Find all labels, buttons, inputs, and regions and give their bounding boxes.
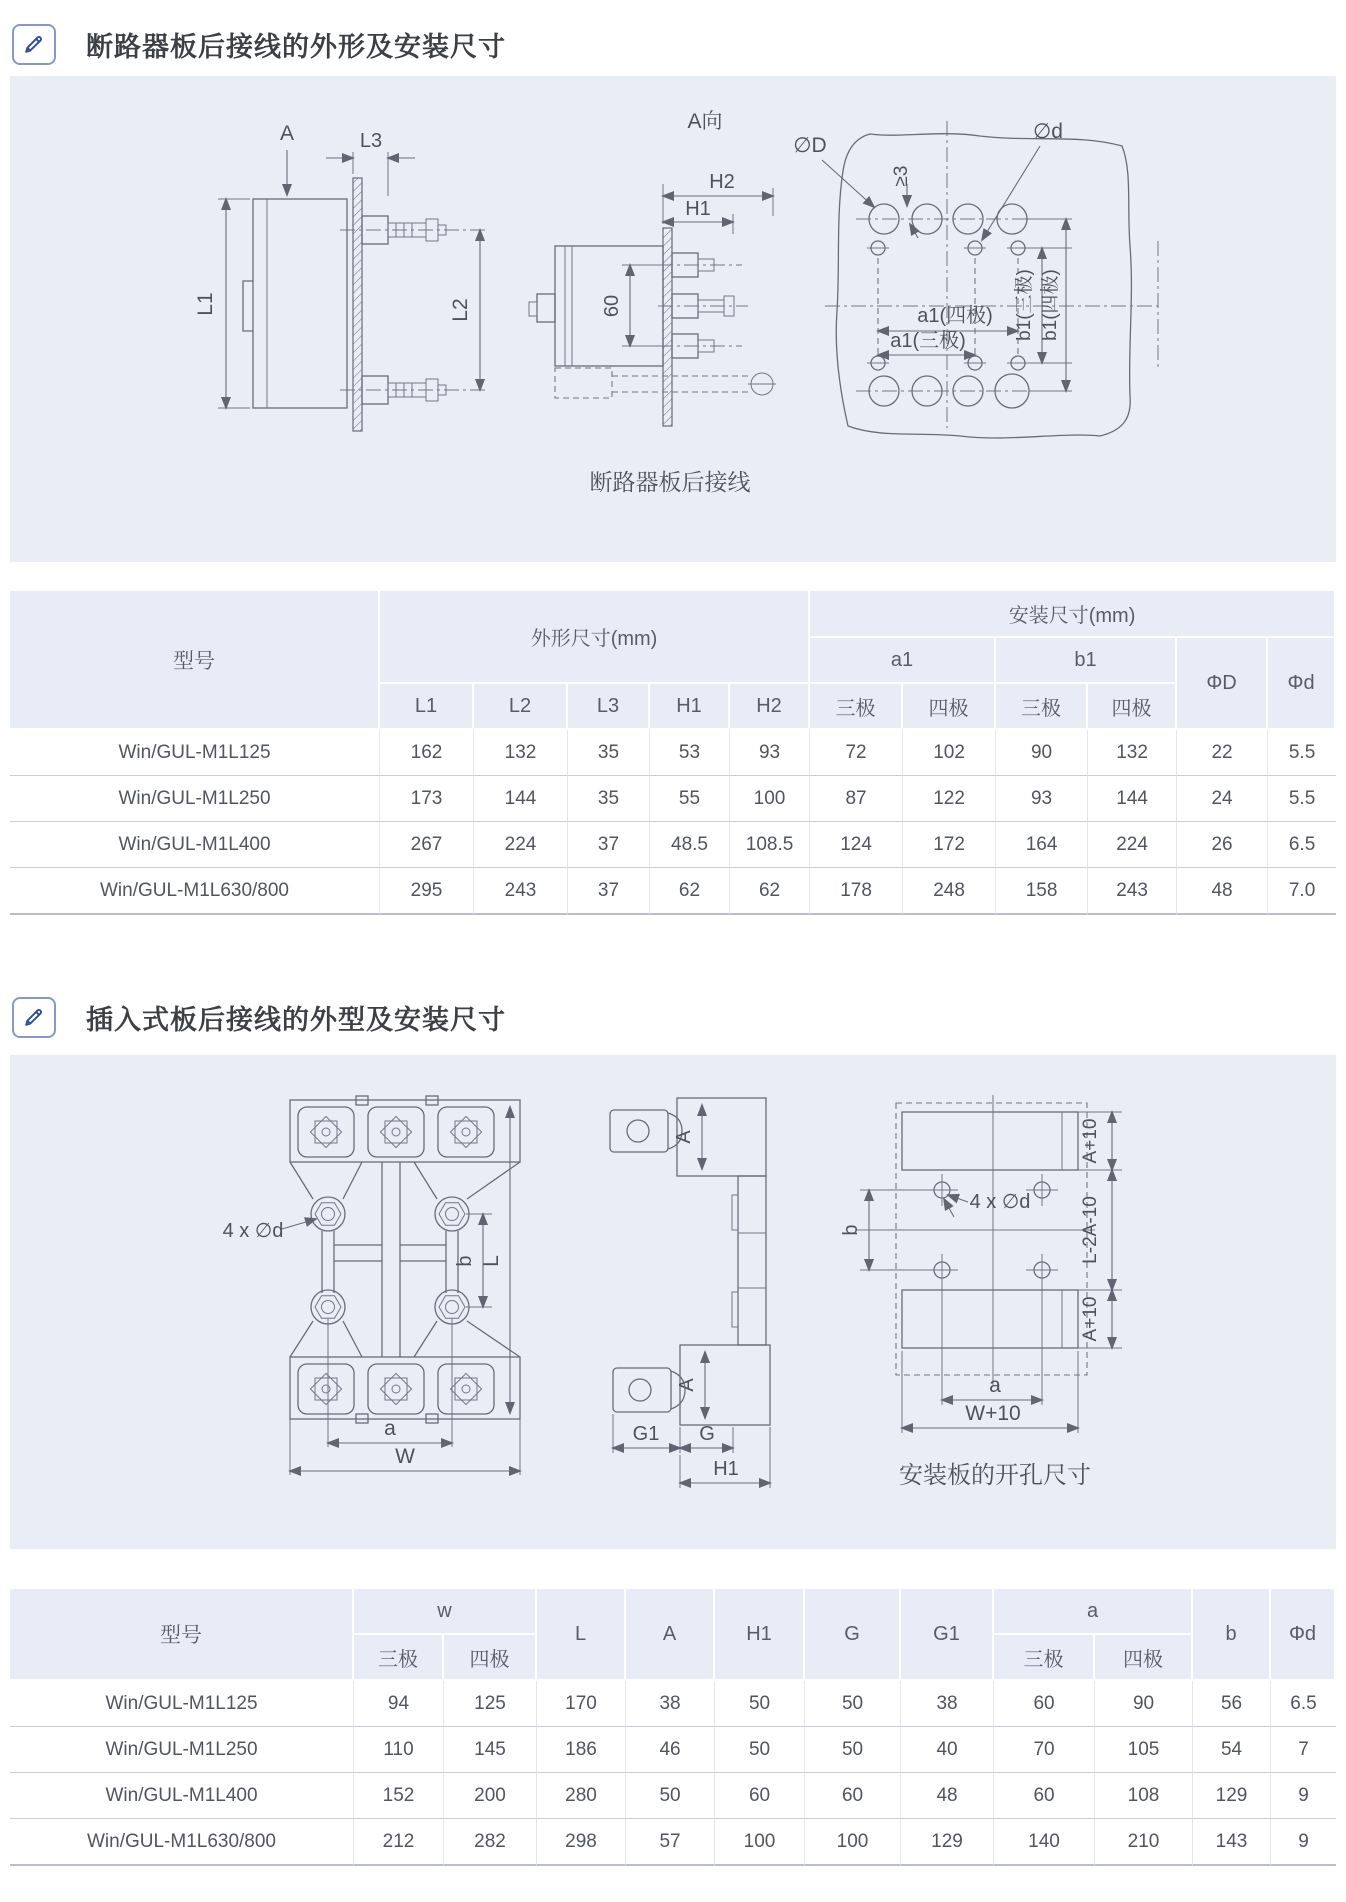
- dim-label-l3: L3: [359, 130, 383, 152]
- dim-label-phid: ∅d: [1033, 120, 1063, 143]
- dim-label-G1: G1: [632, 1423, 660, 1445]
- t1-cell: 37: [568, 868, 650, 915]
- table-row: [10, 1819, 1336, 1866]
- t1-cell: 173: [380, 776, 474, 822]
- t2-cell: 38: [626, 1681, 715, 1727]
- t2-cell: 50: [626, 1773, 715, 1819]
- t1-header-b1-pole3: 三极: [996, 684, 1088, 730]
- t1-header-phid: Φd: [1268, 638, 1336, 730]
- t2-cell: 145: [444, 1727, 537, 1773]
- t1-cell: 224: [474, 822, 568, 868]
- t1-header-b1: b1: [996, 638, 1177, 684]
- t2-cell: 38: [901, 1681, 994, 1727]
- t2-cell: 105: [1095, 1727, 1193, 1773]
- t2-cell: 152: [354, 1773, 444, 1819]
- t1-cell: 100: [730, 776, 810, 822]
- section2-title: 插入式板后接线的外型及安装尺寸: [86, 1004, 506, 1035]
- dim-label-b-2: b: [840, 1224, 862, 1236]
- t1-cell: 144: [1088, 776, 1177, 822]
- t2-cell: 46: [626, 1727, 715, 1773]
- t1-cell: 132: [1088, 730, 1177, 776]
- t2-header-a-group: a: [994, 1589, 1193, 1635]
- dim-label-holes: 4 x ∅d: [222, 1220, 284, 1242]
- t1-cell: 162: [380, 730, 474, 776]
- dim-label-w10: W+10: [965, 1402, 1021, 1425]
- mounting-hole-layout-drawing: [793, 120, 1158, 438]
- dim-label-A-top: A: [673, 1130, 695, 1144]
- dim-label-holes-2: 4 x ∅d: [969, 1191, 1031, 1213]
- t2-cell: 170: [537, 1681, 626, 1727]
- t2-cell: 60: [994, 1681, 1095, 1727]
- t1-cell: 87: [810, 776, 903, 822]
- dim-label-b1-three: b1(三极): [1014, 269, 1035, 341]
- t1-cell: 172: [903, 822, 996, 868]
- dim-label-b1-four: b1(四极): [1040, 269, 1061, 341]
- dim-label-a10-bottom: A+10: [1080, 1296, 1101, 1342]
- dim-label-a: a: [384, 1417, 396, 1440]
- section1-drawings: [10, 76, 1336, 562]
- t2-header-w-group: w: [354, 1589, 537, 1635]
- panel-cutout-drawing: [840, 1095, 1122, 1489]
- dim-label-L: L: [480, 1255, 503, 1267]
- t1-header-L1: L1: [380, 684, 474, 730]
- t2-cell: 60: [715, 1773, 805, 1819]
- t2-cell: 129: [901, 1819, 994, 1866]
- dim-label-a1-three: a1(三极): [890, 330, 966, 352]
- table-row: [10, 868, 1336, 915]
- t2-cell: 40: [901, 1727, 994, 1773]
- section2-diagram-panel: [10, 1055, 1336, 1549]
- t2-cell: 110: [354, 1727, 444, 1773]
- t2-cell: 54: [1193, 1727, 1271, 1773]
- t1-header-model: 型号: [10, 591, 380, 730]
- t1-cell: 102: [903, 730, 996, 776]
- t2-header-b: b: [1193, 1589, 1271, 1681]
- t2-header-A: A: [626, 1589, 715, 1681]
- t1-cell: 248: [903, 868, 996, 915]
- view-label-a: A向: [687, 110, 723, 133]
- t2-header-a-pole4: 四极: [1095, 1635, 1193, 1681]
- t2-cell: 108: [1095, 1773, 1193, 1819]
- t1-cell: 55: [650, 776, 730, 822]
- t2-cell: 143: [1193, 1819, 1271, 1866]
- t2-cell: 90: [1095, 1681, 1193, 1727]
- dim-label-l2: L2: [449, 298, 472, 322]
- pencil-icon-glyph: [21, 32, 47, 56]
- t2-cell: 100: [805, 1819, 901, 1866]
- dim-label-G: G: [699, 1423, 715, 1445]
- t1-cell: 22: [1177, 730, 1268, 776]
- t1-header-phiD: ΦD: [1177, 638, 1268, 730]
- dim-label-phiD: ∅D: [793, 134, 827, 157]
- t1-cell: 48.5: [650, 822, 730, 868]
- t2-cell: 94: [354, 1681, 444, 1727]
- table1-breaker-dimensions: [10, 591, 1336, 915]
- t1-cell: 224: [1088, 822, 1177, 868]
- table-row: [10, 822, 1336, 868]
- t2-header-w-pole3: 三极: [354, 1635, 444, 1681]
- dim-label-b: b: [454, 1255, 476, 1267]
- dim-label-a1-four: a1(四极): [917, 305, 993, 327]
- t1-cell: 62: [650, 868, 730, 915]
- t2-cell: 56: [1193, 1681, 1271, 1727]
- section2-drawings: [10, 1055, 1336, 1549]
- t1-cell: 37: [568, 822, 650, 868]
- t1-cell: 26: [1177, 822, 1268, 868]
- t2-cell: 60: [805, 1773, 901, 1819]
- t2-cell: 212: [354, 1819, 444, 1866]
- t1-cell: 178: [810, 868, 903, 915]
- t1-cell: 62: [730, 868, 810, 915]
- t1-cell: 24: [1177, 776, 1268, 822]
- t1-header-H1: H1: [650, 684, 730, 730]
- t2-cell: 129: [1193, 1773, 1271, 1819]
- pencil-icon: [12, 24, 56, 65]
- t1-cell: 72: [810, 730, 903, 776]
- section-gap: [10, 915, 1336, 973]
- t1-header-install-group: 安装尺寸(mm): [810, 591, 1336, 638]
- t1-cell: 7.0: [1268, 868, 1336, 915]
- t2-header-G1: G1: [901, 1589, 994, 1681]
- t1-header-L2: L2: [474, 684, 568, 730]
- t2-cell: 6.5: [1271, 1681, 1336, 1727]
- t1-cell: 122: [903, 776, 996, 822]
- t2-header-G: G: [805, 1589, 901, 1681]
- t1-cell-model: Win/GUL-M1L400: [10, 822, 380, 868]
- t2-cell-model: Win/GUL-M1L125: [10, 1681, 354, 1727]
- breaker-rear-view-drawing: [529, 110, 776, 426]
- table2-plugin-dimensions: [10, 1589, 1336, 1866]
- t1-cell-model: Win/GUL-M1L250: [10, 776, 380, 822]
- t2-cell: 7: [1271, 1727, 1336, 1773]
- t1-cell: 93: [730, 730, 810, 776]
- t1-header-a1: a1: [810, 638, 996, 684]
- section1-diagram-panel: [10, 76, 1336, 562]
- t2-cell: 280: [537, 1773, 626, 1819]
- t1-header-a1-pole3: 三极: [810, 684, 903, 730]
- dim-label-a10-top: A+10: [1080, 1118, 1101, 1164]
- table-row: [10, 776, 1336, 822]
- t2-cell: 70: [994, 1727, 1095, 1773]
- t1-cell: 144: [474, 776, 568, 822]
- t1-cell-model: Win/GUL-M1L630/800: [10, 868, 380, 915]
- t1-cell: 53: [650, 730, 730, 776]
- t1-cell: 5.5: [1268, 730, 1336, 776]
- table-row: [10, 730, 1336, 776]
- t2-cell: 50: [805, 1681, 901, 1727]
- t2-cell-model: Win/GUL-M1L400: [10, 1773, 354, 1819]
- t2-cell: 60: [994, 1773, 1095, 1819]
- breaker-side-view-drawing: [194, 122, 488, 431]
- t1-cell: 243: [474, 868, 568, 915]
- dim-label-W: W: [395, 1445, 415, 1468]
- pencil-icon: [12, 997, 56, 1038]
- t2-cell: 140: [994, 1819, 1095, 1866]
- diagram2-caption: 安装板的开孔尺寸: [899, 1462, 1091, 1489]
- t1-cell: 132: [474, 730, 568, 776]
- t2-cell: 9: [1271, 1773, 1336, 1819]
- t2-cell: 100: [715, 1819, 805, 1866]
- plugin-front-view-drawing: [223, 1096, 520, 1475]
- t1-header-L3: L3: [568, 684, 650, 730]
- dim-label-l2a10: L-2A-10: [1080, 1196, 1101, 1264]
- t2-cell-model: Win/GUL-M1L630/800: [10, 1819, 354, 1866]
- t1-cell: 295: [380, 868, 474, 915]
- t2-header-H1: H1: [715, 1589, 805, 1681]
- t1-header-a1-pole4: 四极: [903, 684, 996, 730]
- t2-header-w-pole4: 四极: [444, 1635, 537, 1681]
- t1-header-outline-group: 外形尺寸(mm): [380, 591, 810, 684]
- t2-cell: 125: [444, 1681, 537, 1727]
- t1-cell: 164: [996, 822, 1088, 868]
- t2-cell: 50: [715, 1681, 805, 1727]
- diagram1-caption: 断路器板后接线: [589, 469, 751, 495]
- table-row: [10, 1727, 1336, 1773]
- t1-header-b1-pole4: 四极: [1088, 684, 1177, 730]
- catalog-page: [0, 22, 1346, 1896]
- t1-cell: 124: [810, 822, 903, 868]
- t1-cell: 93: [996, 776, 1088, 822]
- t1-cell: 243: [1088, 868, 1177, 915]
- t2-cell: 210: [1095, 1819, 1193, 1866]
- t1-cell: 35: [568, 730, 650, 776]
- t2-cell: 48: [901, 1773, 994, 1819]
- section1-header: [12, 22, 1336, 66]
- t2-header-phid: Φd: [1271, 1589, 1336, 1681]
- t1-cell: 35: [568, 776, 650, 822]
- t1-cell: 158: [996, 868, 1088, 915]
- dim-label-h1: H1: [685, 198, 711, 220]
- dim-label-ge3: ≥3: [891, 165, 912, 187]
- t2-cell: 298: [537, 1819, 626, 1866]
- dim-label-H1-2: H1: [713, 1458, 739, 1480]
- table-row: [10, 1681, 1336, 1727]
- t2-header-L: L: [537, 1589, 626, 1681]
- t2-cell: 50: [715, 1727, 805, 1773]
- t2-cell: 186: [537, 1727, 626, 1773]
- section1-title: 断路器板后接线的外形及安装尺寸: [86, 31, 506, 62]
- table-row: [10, 1773, 1336, 1819]
- t1-cell: 6.5: [1268, 822, 1336, 868]
- section2-header: [12, 995, 1336, 1039]
- t2-header-a-pole3: 三极: [994, 1635, 1095, 1681]
- t1-cell: 5.5: [1268, 776, 1336, 822]
- dim-label-l1: L1: [194, 292, 217, 316]
- t1-cell: 267: [380, 822, 474, 868]
- dim-label-a: A: [279, 122, 295, 145]
- t2-cell-model: Win/GUL-M1L250: [10, 1727, 354, 1773]
- t2-cell: 200: [444, 1773, 537, 1819]
- t1-cell-model: Win/GUL-M1L125: [10, 730, 380, 776]
- t1-cell: 108.5: [730, 822, 810, 868]
- dim-label-h2: H2: [709, 171, 735, 193]
- plugin-side-view-drawing: [610, 1098, 770, 1488]
- dim-label-a-2: a: [989, 1374, 1001, 1397]
- t2-cell: 9: [1271, 1819, 1336, 1866]
- t1-cell: 90: [996, 730, 1088, 776]
- t1-header-H2: H2: [730, 684, 810, 730]
- t2-cell: 57: [626, 1819, 715, 1866]
- t2-cell: 282: [444, 1819, 537, 1866]
- t1-cell: 48: [1177, 868, 1268, 915]
- t2-cell: 50: [805, 1727, 901, 1773]
- pencil-icon-glyph: [21, 1005, 47, 1029]
- dim-label-A-bottom: A: [676, 1378, 698, 1392]
- t2-header-model: 型号: [10, 1589, 354, 1681]
- dim-label-60: 60: [601, 294, 623, 318]
